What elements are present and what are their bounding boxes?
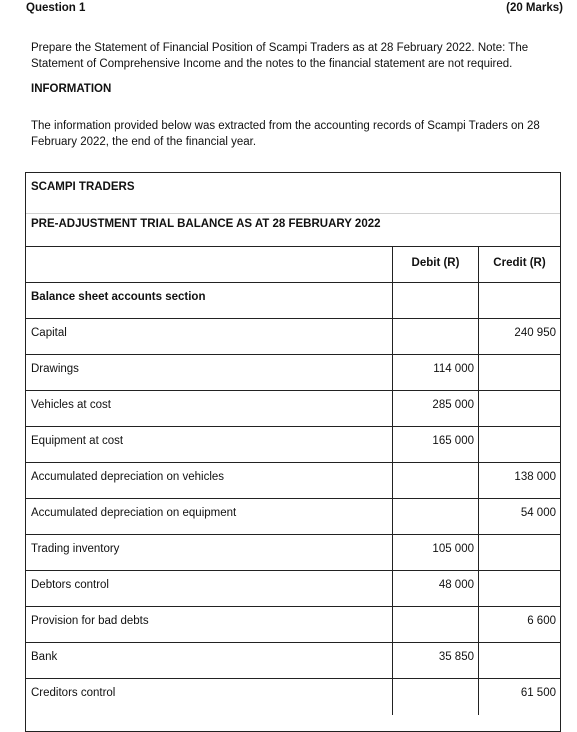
account-cell: Equipment at cost xyxy=(31,435,124,447)
debit-cell xyxy=(392,607,478,643)
account-cell: Provision for bad debts xyxy=(31,615,149,627)
account-cell: Vehicles at cost xyxy=(31,399,111,411)
table-row xyxy=(26,678,560,715)
account-cell: Accumulated depreciation on vehicles xyxy=(31,471,225,483)
credit-cell xyxy=(478,355,560,391)
section-label: Balance sheet accounts section xyxy=(31,291,206,303)
credit-cell xyxy=(478,391,560,427)
credit-cell xyxy=(478,535,560,571)
debit-column-header: Debit (R) xyxy=(392,247,478,283)
section-debit-cell xyxy=(392,283,478,319)
table-row xyxy=(26,606,560,643)
debit-cell: 114 000 xyxy=(392,355,478,391)
company-name: SCAMPI TRADERS xyxy=(31,181,135,193)
section-credit-cell xyxy=(478,283,560,319)
information-heading: INFORMATION xyxy=(31,83,112,95)
account-cell: Capital xyxy=(31,327,67,339)
debit-cell: 285 000 xyxy=(392,391,478,427)
table-row xyxy=(26,318,560,355)
table-row xyxy=(26,642,560,679)
table-row xyxy=(26,570,560,607)
credit-cell: 61 500 xyxy=(478,679,560,715)
instruction-text: Prepare the Statement of Financial Position of Scampi Traders as at 28 February 2022. Note: The Statement of Comprehensive Income and the notes to the financial statement are not required. xyxy=(31,42,529,70)
credit-column-header: Credit (R) xyxy=(478,247,560,283)
debit-cell xyxy=(392,319,478,355)
debit-cell xyxy=(392,679,478,715)
account-cell: Trading inventory xyxy=(31,543,120,555)
debit-cell: 105 000 xyxy=(392,535,478,571)
title-divider xyxy=(26,213,560,214)
table-row xyxy=(26,534,560,571)
account-cell: Creditors control xyxy=(31,687,116,699)
credit-cell: 138 000 xyxy=(478,463,560,499)
credit-cell xyxy=(478,427,560,463)
question-header xyxy=(26,2,563,18)
question-number: Question 1 xyxy=(26,2,86,14)
marks-label: (20 Marks) xyxy=(506,2,563,14)
account-cell: Drawings xyxy=(31,363,79,375)
trial-balance-table xyxy=(25,172,561,732)
information-text: The information provided below was extracted from the accounting records of Scampi Traders on 28 February 2022, the end of the financial year. xyxy=(31,120,540,148)
table-row xyxy=(26,462,560,499)
table-title: PRE-ADJUSTMENT TRIAL BALANCE AS AT 28 FEBRUARY 2022 xyxy=(31,218,381,230)
credit-cell: 54 000 xyxy=(478,499,560,535)
credit-cell xyxy=(478,643,560,679)
column-header-row xyxy=(26,246,560,283)
credit-cell: 240 950 xyxy=(478,319,560,355)
account-cell: Accumulated depreciation on equipment xyxy=(31,507,237,519)
debit-cell xyxy=(392,499,478,535)
table-row xyxy=(26,498,560,535)
debit-cell xyxy=(392,463,478,499)
credit-cell: 6 600 xyxy=(478,607,560,643)
account-cell: Debtors control xyxy=(31,579,109,591)
debit-cell: 35 850 xyxy=(392,643,478,679)
debit-cell: 48 000 xyxy=(392,571,478,607)
account-cell: Bank xyxy=(31,651,58,663)
debit-cell: 165 000 xyxy=(392,427,478,463)
section-row xyxy=(26,282,560,319)
table-row xyxy=(26,426,560,463)
header-blank-cell xyxy=(26,247,392,283)
credit-cell xyxy=(478,571,560,607)
table-row xyxy=(26,354,560,391)
table-row xyxy=(26,390,560,427)
